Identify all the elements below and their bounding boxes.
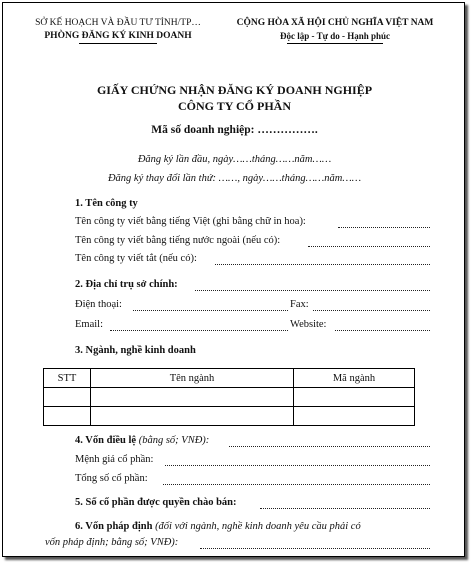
table-cell[interactable] — [91, 388, 294, 407]
country-name: CỘNG HÒA XÃ HỘI CHỦ NGHĨA VIỆT NAM — [236, 18, 434, 28]
charter-capital-field[interactable] — [229, 436, 430, 447]
company-type: CÔNG TY CỔ PHẦN — [177, 99, 291, 113]
table-cell[interactable] — [91, 407, 294, 426]
email-label: Email: — [75, 319, 103, 330]
authority-office: PHÒNG ĐĂNG KÝ KINH DOANH — [44, 31, 192, 41]
phone-field[interactable] — [133, 300, 288, 311]
head-office-field[interactable] — [195, 280, 430, 291]
offered-shares-field[interactable] — [260, 498, 430, 509]
document-title: GIẤY CHỨNG NHẬN ĐĂNG KÝ DOANH NGHIỆP — [96, 83, 373, 97]
table-cell[interactable] — [44, 388, 91, 407]
par-value-field[interactable] — [165, 455, 430, 466]
total-shares-field[interactable] — [163, 474, 430, 485]
offered-shares-heading: 5. Số cổ phần được quyền chào bán: — [75, 497, 237, 508]
charter-capital-line — [75, 435, 209, 446]
email-field[interactable] — [110, 320, 288, 331]
company-name-vn-label: Tên công ty viết bằng tiếng Việt (ghi bằng chữ in hoa): — [75, 216, 306, 227]
company-name-short-label: Tên công ty viết tắt (nếu có): — [75, 253, 197, 264]
col-header-no: STT — [44, 369, 91, 388]
table-row — [44, 407, 415, 426]
legal-capital-note: (đối với ngành, nghề kinh doanh yêu cầu phải có — [155, 521, 361, 532]
total-shares-label: Tổng số cổ phần: — [75, 473, 148, 484]
legal-capital-heading: 6. Vốn pháp định — [75, 521, 153, 532]
issuing-authority — [23, 17, 213, 44]
motto-underline — [287, 43, 383, 44]
change-registration: Đăng ký thay đổi lần thứ: ……, ngày……tháng……năm…… — [107, 173, 362, 184]
charter-capital-heading: 4. Vốn điều lệ — [75, 435, 137, 446]
phone-label: Điện thoại: — [75, 299, 122, 310]
enterprise-code: Mã số doanh nghiệp: ……………. — [151, 124, 318, 136]
company-name-short-field[interactable] — [215, 254, 430, 265]
company-name-foreign-field[interactable] — [308, 236, 430, 247]
authority-department: SỞ KẾ HOẠCH VÀ ĐẦU TƯ TỈNH/TP… — [35, 18, 201, 28]
charter-capital-note: (bằng số; VNĐ): — [138, 435, 210, 446]
company-name-foreign-label: Tên công ty viết bằng tiếng nước ngoài (nếu có): — [75, 235, 281, 246]
table-cell[interactable] — [44, 407, 91, 426]
fax-field[interactable] — [313, 300, 430, 311]
fax-label: Fax: — [290, 299, 309, 310]
national-motto — [225, 17, 445, 44]
business-lines-table — [43, 368, 415, 426]
table-row — [44, 388, 415, 407]
first-registration: Đăng ký lần đầu, ngày……tháng……năm…… — [137, 154, 332, 165]
col-header-code: Mã ngành — [294, 369, 415, 388]
business-lines-heading: 3. Ngành, nghề kinh doanh — [75, 345, 196, 356]
table-cell[interactable] — [294, 388, 415, 407]
document-page — [2, 2, 465, 557]
company-name-heading: 1. Tên công ty — [75, 198, 138, 209]
table-cell[interactable] — [294, 407, 415, 426]
head-office-heading: 2. Địa chỉ trụ sở chính: — [75, 279, 178, 290]
website-field[interactable] — [335, 320, 430, 331]
col-header-name: Tên ngành — [91, 369, 294, 388]
legal-capital-field[interactable] — [200, 538, 430, 549]
legal-capital-note-cont: vốn pháp định; bằng số; VNĐ): — [45, 537, 179, 548]
website-label: Website: — [290, 319, 327, 330]
motto: Độc lập - Tự do - Hạnh phúc — [279, 31, 390, 41]
company-name-vn-field[interactable] — [338, 217, 430, 228]
table-header-row — [44, 369, 415, 388]
authority-underline — [79, 43, 157, 44]
par-value-label: Mệnh giá cổ phần: — [75, 454, 154, 465]
legal-capital-line — [75, 521, 361, 532]
